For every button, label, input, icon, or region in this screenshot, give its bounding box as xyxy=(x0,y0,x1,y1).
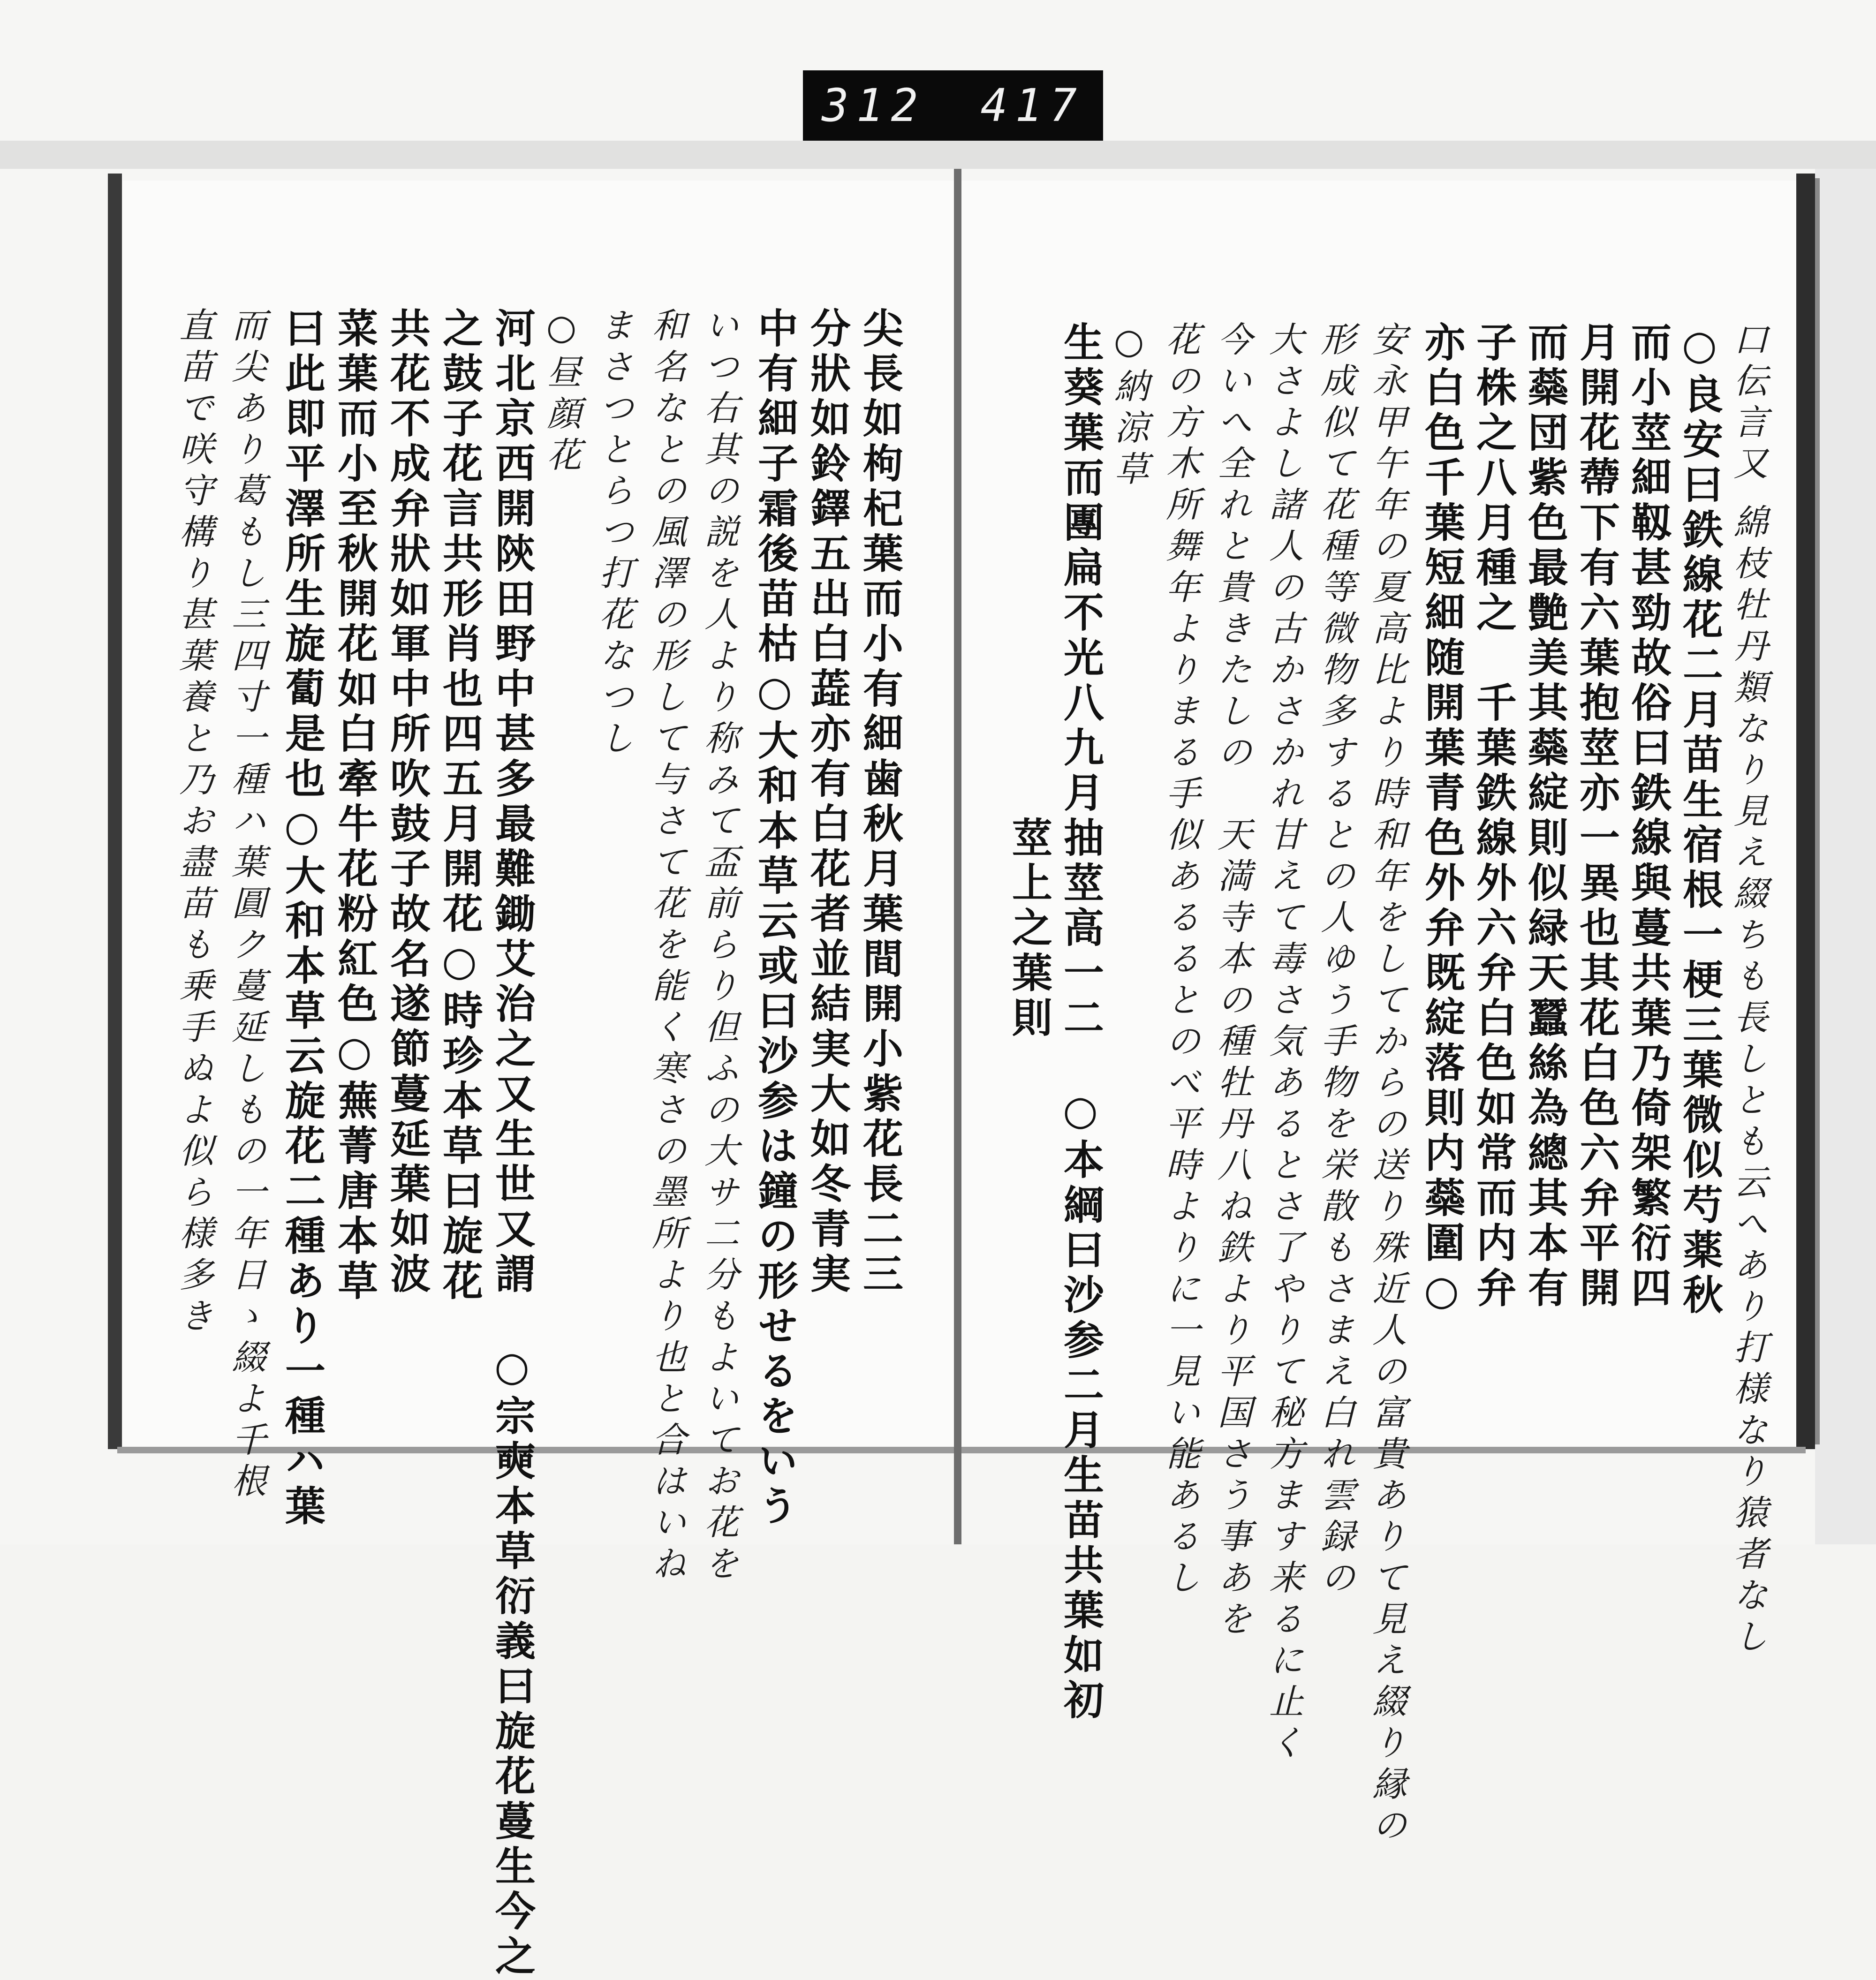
left-page-column: 共花不成弁狀如軍中所吹鼓子故名遂節蔓延葉如波 xyxy=(383,307,431,1298)
left-page-column: 中有細子霜後苗枯○大和本草云或曰沙参は鐘の形せるをいう xyxy=(751,307,798,1530)
right-page-column: 花の方木所舞年よりまる手似あるるとのべ平時よりに一見い能あるし xyxy=(1160,321,1201,1601)
left-page-column: 河北京西開陝田野中甚多最難鋤艾治之又生世又謂 ○宗奭本草衍義曰旋花蔓生今之 xyxy=(488,307,536,1980)
frame-number-left: 312 xyxy=(822,79,926,132)
frame-number-right: 417 xyxy=(980,79,1084,132)
right-page-column: 形成似て花種等微物多するとの人ゆう手物を栄散もさまえ白れ雲録の xyxy=(1315,321,1355,1601)
right-page-column: 生葵葉而團扁不光八九月抽莖高一二 ○本綱曰沙参二月生苗共葉如初 xyxy=(1057,321,1104,1724)
book-gutter xyxy=(954,169,961,1544)
right-page xyxy=(961,181,1796,1848)
left-page-column: 之鼓子花言共形肖也四五月開花○時珍本草曰旋花 xyxy=(436,307,483,1305)
right-page-column: 而蘂団紫色最艶美其蘂綻則似緑天蠶絲為總其本有 xyxy=(1521,321,1568,1312)
right-page-column: 亦白色千葉短細随開葉青色外弁既綻落則内蘂圍○ xyxy=(1418,321,1465,1319)
left-page-column: 曰此即平澤所生旋蔔是也○大和本草云旋花二種あり一種ハ葉 xyxy=(278,307,325,1530)
left-page-column: 直苗で咲守構り甚葉養と乃お盡苗も乗手ぬよ似ら様多き xyxy=(174,307,214,1339)
left-page-column: まさつとらつ打花なつし xyxy=(594,307,634,761)
left-page xyxy=(123,181,954,1980)
right-page-column: ○良安曰鉄線花二月苗生宿根一梗三葉微似芍薬秋 xyxy=(1676,321,1723,1319)
right-page-column: 安永甲午年の夏高比より時和年をしてからの送り殊近人の富貴ありて見え綴り縁の xyxy=(1367,321,1407,1848)
right-page-column: 子株之八月種之 千葉鉄線外六弁白色如常而内弁 xyxy=(1469,321,1517,1312)
right-page-column: 莖上之葉則 xyxy=(1005,321,1052,1042)
left-page-column: 菜葉而小至秋開花如白牽牛花粉紅色○蕪菁唐本草 xyxy=(331,307,378,1305)
left-page-column: いつ右其の説を人より称みて盃前らり但ふの大サ二分もよいてお花を xyxy=(699,307,739,1587)
film-frame-label xyxy=(803,70,1103,141)
right-page-column: 今いへ全れと貴きたしの 天満寺本の種牡丹八ね鉄より平国さう事あを xyxy=(1212,321,1252,1642)
right-page-column: 大さよし諸人の古かさかれ甘えて毒さ気あるとさ了やりて秘方ます来るに止く xyxy=(1263,321,1304,1766)
left-page-column: 和名なとの風澤の形して与さて花を能く寒さの墨所より也と合はいね xyxy=(646,307,687,1587)
left-page-column: 分狀如鈴鐸五出白蕋亦有白花者並結実大如冬青実 xyxy=(803,307,851,1298)
right-page-column: ○納涼草 xyxy=(1109,321,1149,492)
right-page-column: 而小莖細靱甚勁故俗曰鉄線與蔓共葉乃倚架繁衍四 xyxy=(1624,321,1672,1312)
right-page-column: 口伝言又 綿枝牡丹類なり見え綴ちも長しとも云へあり打様なり猿者なし xyxy=(1728,321,1768,1660)
left-page-column: ○昼顔花 xyxy=(541,307,582,478)
right-page-column: 月開花蔕下有六葉抱莖亦一異也其花白色六弁平開 xyxy=(1573,321,1620,1312)
left-page-column: 尖長如枸杞葉而小有細歯秋月葉間開小紫花長二三 xyxy=(856,307,903,1298)
left-page-column: 而尖あり葛もし三四寸一種ハ葉圓ク蔓延しもの一年日ゝ綴よ千根 xyxy=(226,307,266,1504)
